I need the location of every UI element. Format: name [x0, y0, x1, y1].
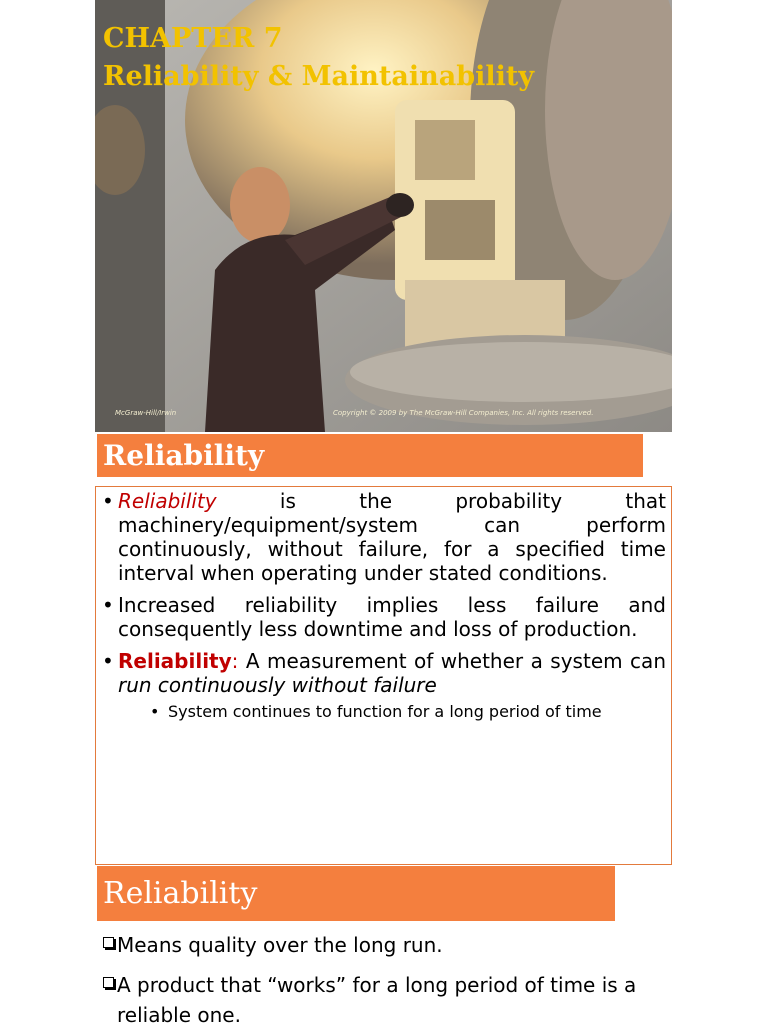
list-item [103, 930, 663, 960]
term-reliability: Reliability [118, 489, 217, 513]
bullet-measurement-italic: run continuously without failure [118, 673, 437, 697]
bullet-increased-reliability: • Increased reliability implies less failure and consequently less downtime and loss of production. [100, 593, 666, 641]
list-item-text: A product that “works” for a long period of time is a reliable one. [117, 973, 637, 1027]
publisher-footer: McGraw-Hill/Irwin [115, 409, 177, 417]
reliability-heading-banner: Reliability [97, 434, 643, 477]
chapter-title: CHAPTER 7 [103, 23, 283, 54]
checkbox-bullet-icon [103, 977, 114, 988]
definition-bullets [100, 487, 666, 723]
sub-bullet-function: • System continues to function for a long period of time [118, 701, 666, 723]
chapter-subtitle: Reliability & Maintainability [103, 61, 535, 92]
definition-content-box [95, 486, 672, 865]
quality-list [103, 930, 663, 1030]
list-item [103, 970, 663, 1030]
term-reliability-bold: Reliability [118, 649, 232, 673]
bullet-measurement-text: A measurement of whether a system can [238, 649, 666, 673]
checkbox-bullet-icon [103, 937, 114, 948]
copyright-footer: Copyright © 2009 by The McGraw-Hill Companies, Inc. All rights reserved. [333, 409, 594, 417]
term-colon: : [231, 649, 239, 673]
bullet-definition-text: is the probability that machinery/equipment/system can perform continuously, without failure, for a specified time interval when operating under stated conditions. [118, 489, 666, 585]
bullet-definition [100, 489, 666, 585]
reliability-heading-banner-2: Reliability [97, 866, 615, 921]
bullet-measurement [100, 649, 666, 723]
title-slide [95, 0, 672, 432]
list-item-text: Means quality over the long run. [117, 933, 443, 957]
